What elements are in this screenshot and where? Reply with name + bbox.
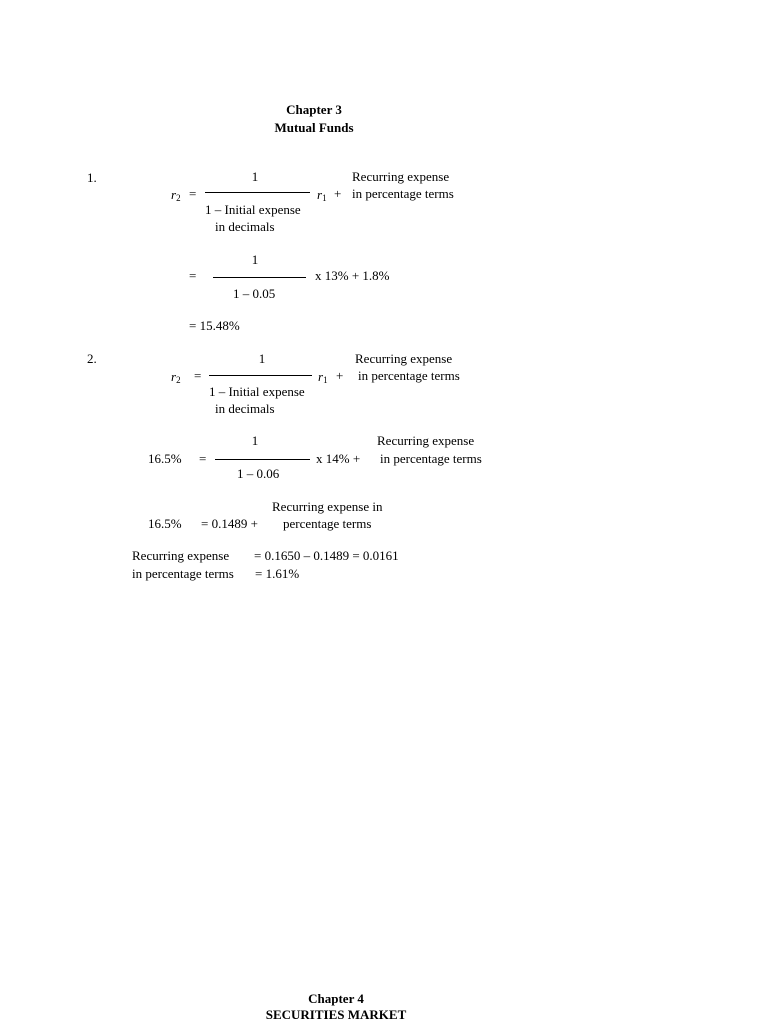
expression: = 0.1489 + bbox=[201, 516, 258, 531]
lhs-value: 16.5% bbox=[148, 516, 182, 531]
recurring-expense-label: Recurring expense bbox=[352, 169, 450, 184]
fraction-bar bbox=[213, 277, 306, 278]
problem-number: 2. bbox=[87, 351, 97, 366]
rhs-variable: $r_1$ bbox=[318, 369, 328, 385]
fraction-denominator-note: in decimals bbox=[215, 219, 275, 234]
equals-sign: = bbox=[199, 451, 207, 466]
lhs-variable: $r_2$ bbox=[171, 187, 181, 203]
problem-number: 1. bbox=[87, 170, 97, 185]
fraction-denominator: 1 – Initial expense bbox=[205, 202, 301, 217]
recurring-expense-label: Recurring expense in bbox=[272, 499, 383, 514]
lhs-value: 16.5% bbox=[148, 451, 182, 466]
percentage-terms-label: in percentage terms bbox=[352, 186, 454, 201]
chapter-heading: Chapter 4 bbox=[308, 991, 364, 1006]
fraction-denominator: 1 – 0.06 bbox=[237, 466, 280, 481]
plus-sign: + bbox=[336, 368, 344, 383]
fraction-numerator: 1 bbox=[251, 433, 259, 448]
recurring-expense-label: Recurring expense bbox=[355, 351, 453, 366]
fraction-numerator: 1 bbox=[251, 252, 259, 267]
percentage-terms-label: percentage terms bbox=[283, 516, 372, 531]
result: = 15.48% bbox=[189, 318, 240, 333]
fraction-denominator: 1 – Initial expense bbox=[209, 384, 305, 399]
fraction-numerator: 1 bbox=[258, 351, 266, 366]
fraction-bar bbox=[205, 192, 310, 193]
percentage-terms-label: in percentage terms bbox=[358, 368, 460, 383]
fraction-bar bbox=[209, 375, 312, 376]
final-label: Recurring expense bbox=[132, 548, 230, 563]
plus-sign: + bbox=[334, 186, 342, 201]
expression-tail: x 13% + 1.8% bbox=[315, 268, 390, 283]
fraction-denominator-note: in decimals bbox=[215, 401, 275, 416]
equals-sign: = bbox=[189, 186, 197, 201]
equals-sign: = bbox=[194, 368, 202, 383]
percentage-terms-label: in percentage terms bbox=[380, 451, 482, 466]
final-result: = 1.61% bbox=[255, 566, 300, 581]
chapter-heading: Chapter 3 bbox=[286, 102, 342, 117]
fraction-numerator: 1 bbox=[251, 169, 259, 184]
final-label-note: in percentage terms bbox=[132, 566, 234, 581]
chapter-title: SECURITIES MARKET bbox=[265, 1007, 407, 1022]
equals-sign: = bbox=[189, 268, 197, 283]
lhs-variable: $r_2$ bbox=[171, 369, 181, 385]
fraction-bar bbox=[215, 459, 310, 460]
fraction-denominator: 1 – 0.05 bbox=[233, 286, 276, 301]
recurring-expense-label: Recurring expense bbox=[377, 433, 475, 448]
rhs-variable: $r_1$ bbox=[317, 187, 327, 203]
final-calculation: = 0.1650 – 0.1489 = 0.0161 bbox=[254, 548, 399, 563]
expression-tail: x 14% + bbox=[316, 451, 361, 466]
chapter-title: Mutual Funds bbox=[274, 120, 354, 135]
